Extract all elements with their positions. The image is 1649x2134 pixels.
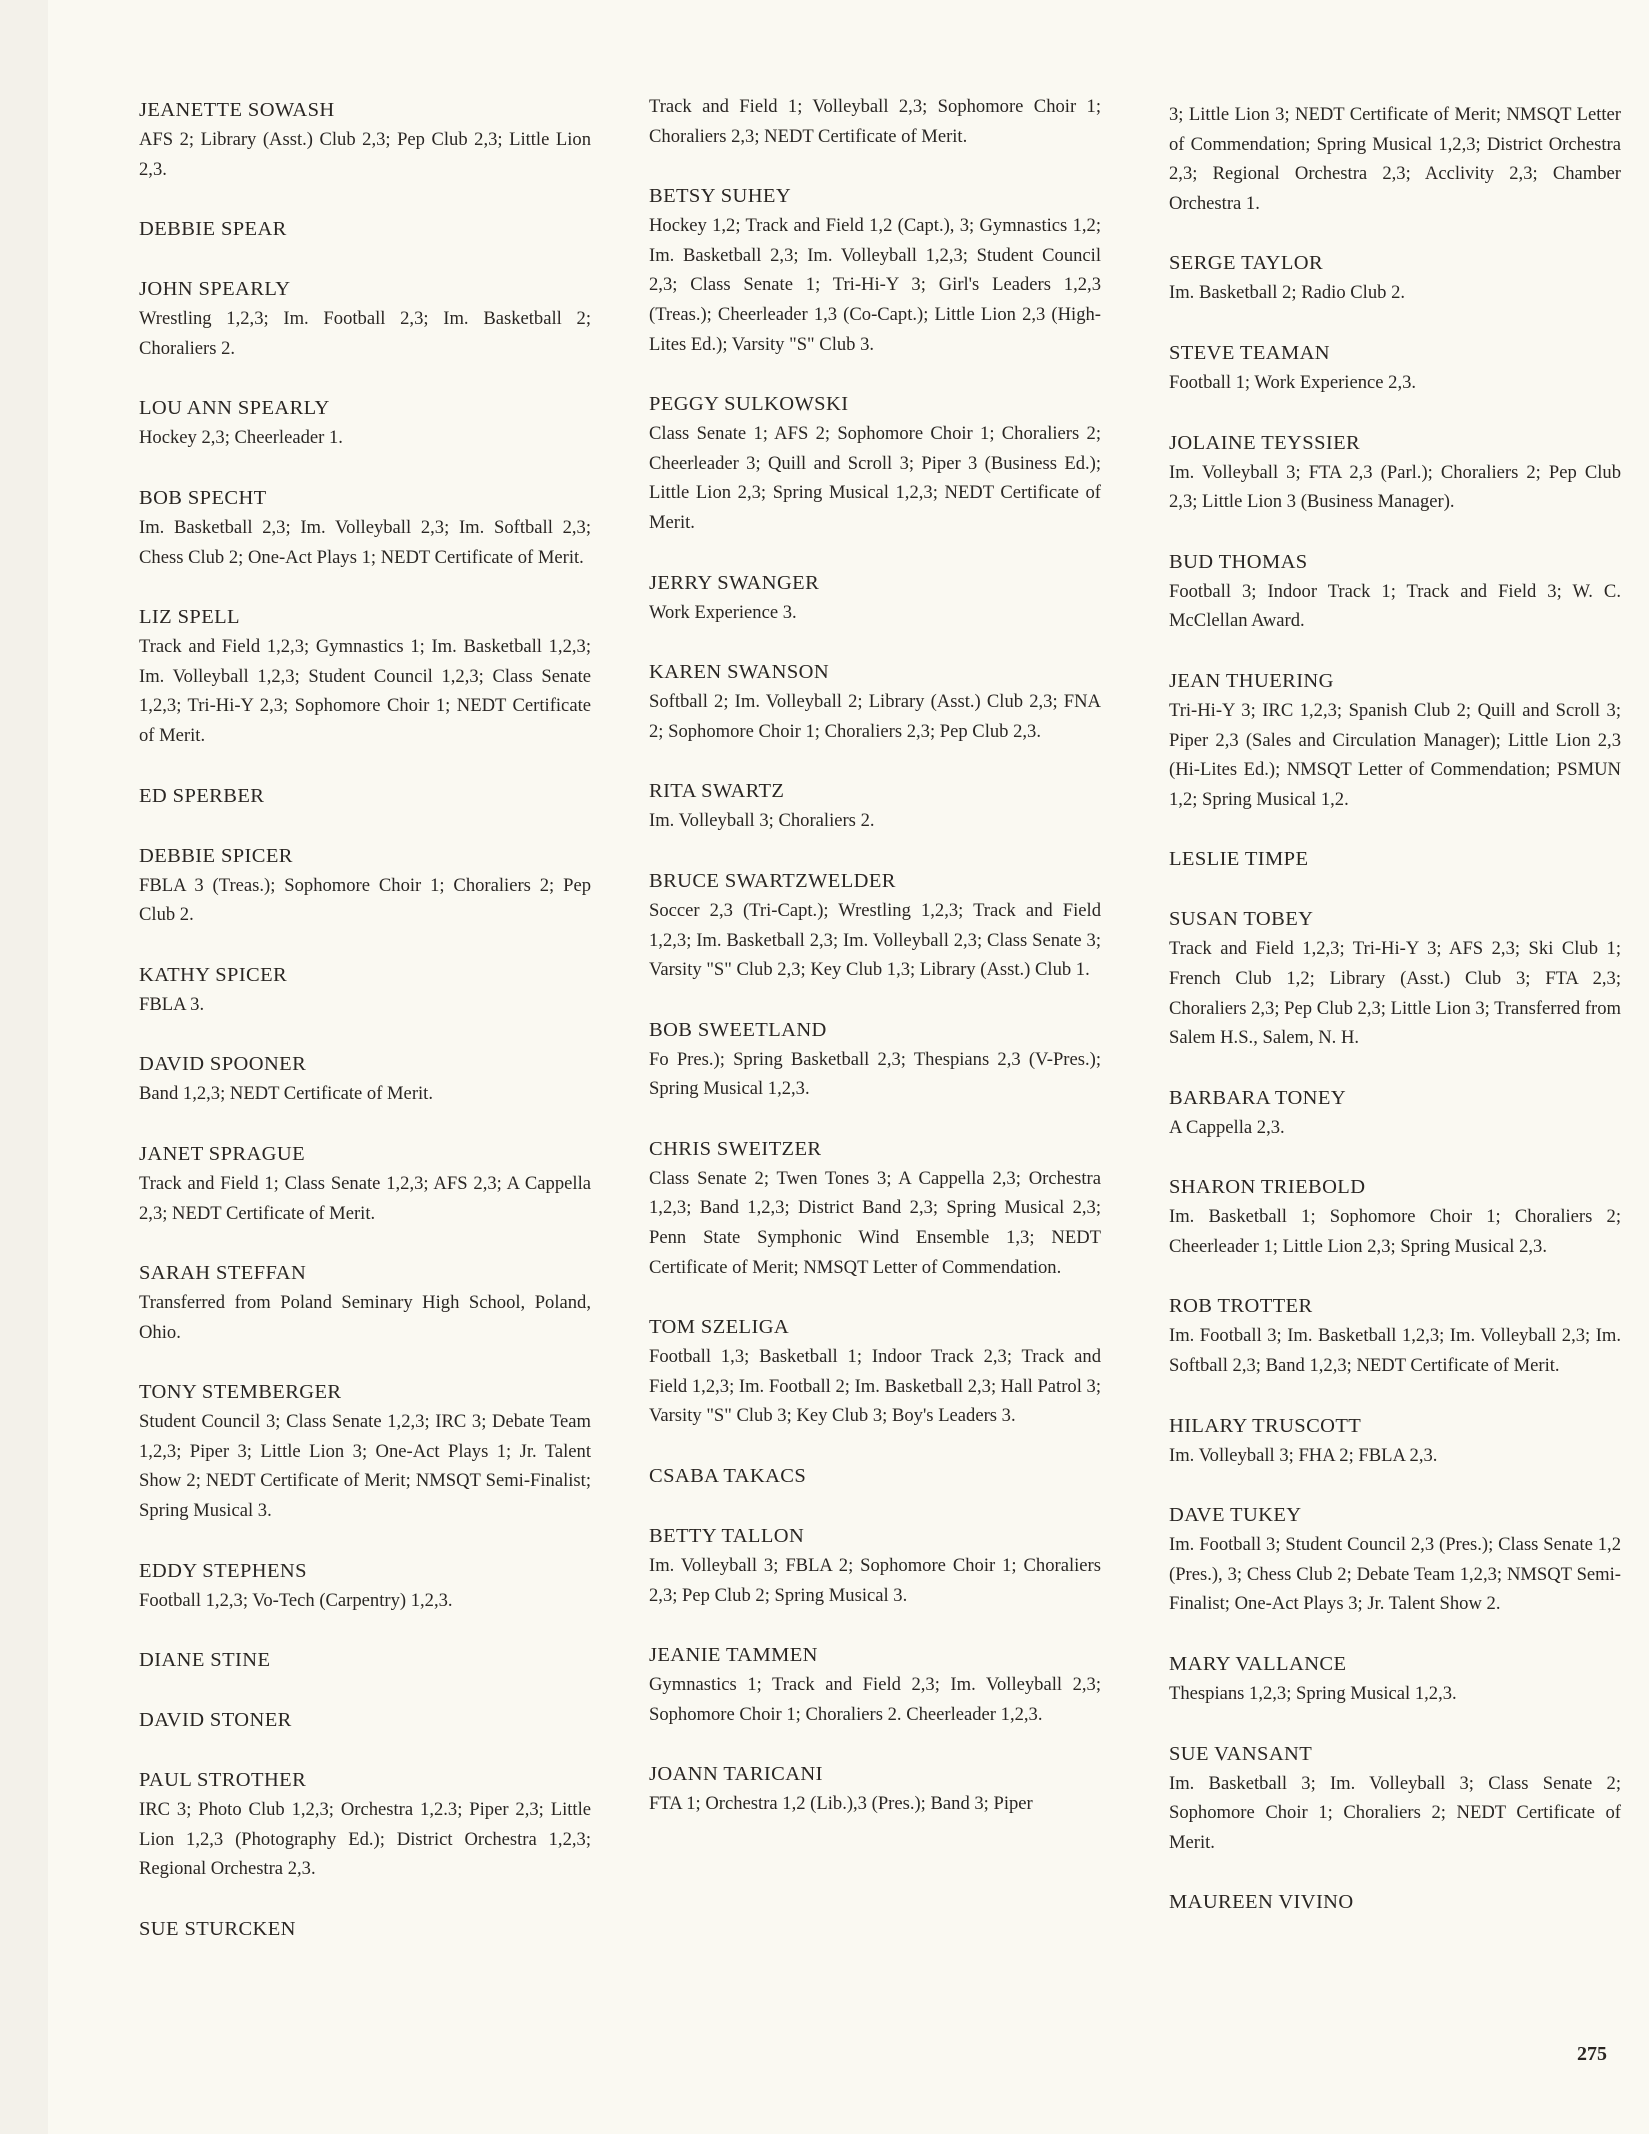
student-name: DAVE TUKEY: [1169, 1504, 1302, 1527]
student-activities: Im. Volleyball 3; FHA 2; FBLA 2,3.: [1169, 1444, 1438, 1466]
student-name: KAREN SWANSON: [649, 661, 830, 684]
student-name: SERGE TAYLOR: [1169, 252, 1324, 275]
student-name: TOM SZELIGA: [649, 1316, 790, 1339]
student-entry: [139, 602, 591, 750]
student-entry: [139, 1258, 591, 1347]
student-name: RITA SWARTZ: [649, 780, 785, 803]
student-entry: [649, 568, 1101, 628]
student-entry: [139, 960, 591, 1020]
student-name: BETSY SUHEY: [649, 185, 792, 208]
student-entry: [139, 1377, 591, 1525]
student-name: PAUL STROTHER: [139, 1769, 307, 1792]
student-entry: [649, 866, 1101, 985]
student-name: LOU ANN SPEARLY: [139, 397, 330, 420]
page-number: 275: [1577, 2043, 1607, 2065]
student-activities: Football 1; Work Experience 2,3.: [1169, 371, 1417, 393]
student-name: JEAN THUERING: [1169, 669, 1334, 692]
student-entry: [1169, 1649, 1621, 1709]
student-entry: [139, 1705, 591, 1735]
student-activities: Softball 2; Im. Volleyball 2; Library (Asst.) Club 2,3; FNA 2; Sophomore Choir 1; Choraliers 2,3; Pep Club 2,3.: [649, 691, 1101, 742]
student-entry: [139, 274, 591, 363]
student-entry: [649, 1312, 1101, 1431]
student-entry: [139, 214, 591, 244]
student-entry: [139, 781, 591, 811]
student-entry: [649, 181, 1101, 359]
student-entry: [139, 1139, 591, 1228]
student-activities: Track and Field 1; Volleyball 2,3; Sophomore Choir 1; Choraliers 2,3; NEDT Certificate of Merit.: [649, 96, 1101, 147]
student-name: TONY STEMBERGER: [139, 1381, 342, 1404]
student-entry: [649, 1759, 1101, 1819]
student-entry: [1169, 1172, 1621, 1261]
student-name: BETTY TALLON: [649, 1525, 805, 1548]
student-activities: Band 1,2,3; NEDT Certificate of Merit.: [139, 1083, 433, 1105]
student-entry: [1169, 1083, 1621, 1143]
student-activities: 3; Little Lion 3; NEDT Certificate of Merit; NMSQT Letter of Commendation; Spring Musical 1,2,3; District Orchestra 2,3; Regional Orchestra 2,3; Acclivity 2,3; Chamber Orchestra 1.: [1169, 104, 1621, 214]
student-entry: [1169, 1739, 1621, 1858]
student-activities: Track and Field 1,2,3; Tri-Hi-Y 3; AFS 2,3; Ski Club 1; French Club 1,2; Library (Asst.) Club 3; FTA 2,3; Choraliers 2,3; Pep Club 2,3; Little Lion 3; Transferred from Salem H.S., Salem, N. H.: [1169, 938, 1621, 1049]
student-entry: [649, 1640, 1101, 1729]
student-name: SARAH STEFFAN: [139, 1262, 307, 1285]
student-entry: [649, 776, 1101, 836]
student-entry: [1169, 547, 1621, 636]
student-activities: FBLA 3 (Treas.); Sophomore Choir 1; Choraliers 2; Pep Club 2.: [139, 874, 591, 926]
student-entry: [1169, 1411, 1621, 1471]
student-activities: Student Council 3; Class Senate 1,2,3; IRC 3; Debate Team 1,2,3; Piper 3; Little Lion 3; One-Act Plays 1; Jr. Talent Show 2; NEDT Certificate of Merit; NMSQT Semi-Finalist; Spring Musical 3.: [139, 1411, 591, 1522]
student-activities: Football 3; Indoor Track 1; Track and Field 3; W. C. McClellan Award.: [1169, 580, 1621, 632]
senior-list-column-2: [649, 92, 1101, 1849]
student-entry: [1169, 1887, 1621, 1917]
student-activities: Im. Basketball 1; Sophomore Choir 1; Choraliers 2; Cheerleader 1; Little Lion 2,3; Spring Musical 2,3.: [1169, 1206, 1621, 1257]
student-entry: [1169, 248, 1621, 308]
student-activities: Class Senate 1; AFS 2; Sophomore Choir 1; Choraliers 2; Cheerleader 3; Quill and Scroll 3; Piper 3 (Business Ed.); Little Lion 2,3; Spring Musical 1,2,3; NEDT Certificate of Merit.: [649, 423, 1101, 533]
student-activities: Hockey 1,2; Track and Field 1,2 (Capt.), 3; Gymnastics 1,2; Im. Basketball 2,3; Im. Volleyball 1,2,3; Student Council 2,3; Class Senate 1; Tri-Hi-Y 3; Girl's Leaders 1,2,3 (Treas.); Cheerleader 1,3 (Co-Capt.); Little Lion 2,3 (High-Lites Ed.); Varsity "S" Club 3.: [649, 215, 1101, 355]
student-activities: Gymnastics 1; Track and Field 2,3; Im. Volleyball 2,3; Sophomore Choir 1; Choraliers 2. Cheerleader 1,2,3.: [649, 1674, 1101, 1725]
student-activities: Im. Volleyball 3; FBLA 2; Sophomore Choir 1; Choraliers 2,3; Pep Club 2; Spring Musical 3.: [649, 1555, 1101, 1606]
student-activities: Hockey 2,3; Cheerleader 1.: [139, 427, 343, 449]
student-activities: IRC 3; Photo Club 1,2,3; Orchestra 1,2.3; Piper 2,3; Little Lion 1,2,3 (Photography Ed.); District Orchestra 1,2,3; Regional Orchestra 2,3.: [139, 1799, 591, 1880]
student-name: LIZ SPELL: [139, 606, 240, 629]
student-name: BOB SPECHT: [139, 486, 267, 509]
student-name: JEANETTE SOWASH: [139, 99, 335, 121]
student-name: JANET SPRAGUE: [139, 1142, 305, 1165]
student-activities: Transferred from Poland Seminary High School, Poland, Ohio.: [139, 1292, 591, 1343]
student-entry: [139, 95, 591, 184]
student-activities: Im. Basketball 2; Radio Club 2.: [1169, 282, 1406, 304]
student-activities: Thespians 1,2,3; Spring Musical 1,2,3.: [1169, 1683, 1457, 1705]
student-activities: Track and Field 1; Class Senate 1,2,3; AFS 2,3; A Cappella 2,3; NEDT Certificate of Merit.: [139, 1172, 591, 1224]
student-name: JOANN TARICANI: [649, 1763, 823, 1786]
senior-list-column-3: [1169, 100, 1621, 1947]
student-activities: Tri-Hi-Y 3; IRC 1,2,3; Spanish Club 2; Quill and Scroll 3; Piper 2,3 (Sales and Circulation Manager); Little Lion 2,3 (Hi-Lites Ed.); NMSQT Letter of Commendation; PSMUN 1,2; Spring Musical 1,2.: [1169, 699, 1621, 810]
yearbook-page: [48, 0, 1649, 2134]
student-name: SHARON TRIEBOLD: [1169, 1176, 1366, 1199]
student-name: BRUCE SWARTZWELDER: [649, 869, 896, 892]
student-entry: [1169, 904, 1621, 1052]
student-name: DIANE STINE: [139, 1649, 271, 1672]
student-entry: [649, 1015, 1101, 1104]
student-activities: Im. Basketball 2,3; Im. Volleyball 2,3; Im. Softball 2,3; Chess Club 2; One-Act Plays 1; NEDT Certificate of Merit.: [139, 516, 591, 568]
student-name: BUD THOMAS: [1169, 550, 1308, 573]
student-entry: [1169, 1291, 1621, 1380]
student-name: ED SPERBER: [139, 784, 265, 807]
student-entry: [649, 657, 1101, 746]
student-activities: Im. Basketball 3; Im. Volleyball 3; Class Senate 2; Sophomore Choir 1; Choraliers 2; NEDT Certificate of Merit.: [1169, 1772, 1621, 1853]
student-entry: [139, 1914, 591, 1944]
student-name: DEBBIE SPICER: [139, 844, 293, 867]
student-name: EDDY STEPHENS: [139, 1559, 307, 1582]
student-activities: Football 1,2,3; Vo-Tech (Carpentry) 1,2,3.: [139, 1589, 453, 1611]
student-activities: Im. Football 3; Im. Basketball 1,2,3; Im. Volleyball 2,3; Im. Softball 2,3; Band 1,2,3; NEDT Certificate of Merit.: [1169, 1325, 1621, 1377]
student-activities: Im. Volleyball 3; Choraliers 2.: [649, 810, 875, 832]
student-entry: [1169, 844, 1621, 874]
student-name: BARBARA TONEY: [1169, 1086, 1347, 1109]
student-entry: [139, 393, 591, 453]
student-name: KATHY SPICER: [139, 963, 288, 986]
student-name: DAVID SPOONER: [139, 1053, 307, 1076]
student-name: DAVID STONER: [139, 1709, 292, 1732]
student-activities: Class Senate 2; Twen Tones 3; A Cappella 2,3; Orchestra 1,2,3; Band 1,2,3; District Band 2,3; Spring Musical 2,3; Penn State Symphonic Wind Ensemble 1,3; NEDT Certificate of Merit; NMSQT Letter of Commendation.: [649, 1167, 1101, 1278]
student-entry: [1169, 428, 1621, 517]
student-entry: [649, 389, 1101, 537]
student-name: PEGGY SULKOWSKI: [649, 393, 849, 416]
student-name: BOB SWEETLAND: [649, 1018, 827, 1041]
student-name: JEANIE TAMMEN: [649, 1644, 818, 1667]
student-name: MAUREEN VIVINO: [1169, 1891, 1354, 1914]
student-name: CSABA TAKACS: [649, 1465, 807, 1488]
student-activities: FTA 1; Orchestra 1,2 (Lib.),3 (Pres.); Band 3; Piper: [649, 1793, 1033, 1815]
student-name: HILARY TRUSCOTT: [1169, 1414, 1362, 1437]
student-activities: FBLA 3.: [139, 993, 205, 1015]
student-entry: [139, 1765, 591, 1884]
student-entry: [139, 841, 591, 930]
student-entry: [1169, 666, 1621, 814]
student-activities: Football 1,3; Basketball 1; Indoor Track 2,3; Track and Field 1,2,3; Im. Football 2; Im. Basketball 2,3; Hall Patrol 3; Varsity "S" Club 3; Key Club 3; Boy's Leaders 3.: [649, 1346, 1101, 1427]
student-name: JOLAINE TEYSSIER: [1169, 431, 1361, 454]
student-entry: [139, 483, 591, 572]
student-name: SUE STURCKEN: [139, 1918, 296, 1941]
student-name: STEVE TEAMAN: [1169, 341, 1331, 364]
student-name: MARY VALLANCE: [1169, 1653, 1347, 1676]
senior-list-column-1: [139, 95, 591, 1974]
student-name: JOHN SPEARLY: [139, 278, 291, 301]
student-entry: [139, 1556, 591, 1616]
student-entry: [649, 1521, 1101, 1610]
student-activities: Track and Field 1,2,3; Gymnastics 1; Im. Basketball 1,2,3; Im. Volleyball 1,2,3; Student Council 1,2,3; Class Senate 1,2,3; Tri-Hi-Y 2,3; Sophomore Choir 1; NEDT Certificate of Merit.: [139, 636, 591, 746]
student-entry: [649, 1461, 1101, 1491]
student-activities: Wrestling 1,2,3; Im. Football 2,3; Im. Basketball 2; Choraliers 2.: [139, 308, 591, 359]
student-entry: [1169, 100, 1621, 218]
student-entry: [649, 92, 1101, 151]
student-activities: Im. Football 3; Student Council 2,3 (Pres.); Class Senate 1,2 (Pres.), 3; Chess Club 2; Debate Team 1,2,3; NMSQT Semi-Finalist; One-Act Plays 3; Jr. Talent Show 2.: [1169, 1534, 1621, 1615]
student-name: DEBBIE SPEAR: [139, 218, 287, 241]
student-name: ROB TROTTER: [1169, 1295, 1313, 1318]
student-activities: Fo Pres.); Spring Basketball 2,3; Thespians 2,3 (V-Pres.); Spring Musical 1,2,3.: [649, 1048, 1101, 1100]
student-activities: Work Experience 3.: [649, 601, 797, 623]
student-name: SUE VANSANT: [1169, 1742, 1313, 1765]
student-entry: [139, 1645, 591, 1675]
student-entry: [139, 1049, 591, 1109]
student-activities: Im. Volleyball 3; FTA 2,3 (Parl.); Choraliers 2; Pep Club 2,3; Little Lion 3 (Business Manager).: [1169, 461, 1621, 513]
student-activities: Soccer 2,3 (Tri-Capt.); Wrestling 1,2,3; Track and Field 1,2,3; Im. Basketball 2,3; Im. Volleyball 2,3; Class Senate 3; Varsity "S" Club 2,3; Key Club 1,3; Library (Asst.) Club 1.: [649, 899, 1101, 981]
student-name: JERRY SWANGER: [649, 571, 820, 594]
student-entry: [1169, 338, 1621, 398]
student-name: LESLIE TIMPE: [1169, 848, 1309, 871]
student-entry: [1169, 1500, 1621, 1619]
student-name: SUSAN TOBEY: [1169, 908, 1314, 931]
student-activities: A Cappella 2,3.: [1169, 1116, 1285, 1138]
student-entry: [649, 1134, 1101, 1282]
student-activities: AFS 2; Library (Asst.) Club 2,3; Pep Club 2,3; Little Lion 2,3.: [139, 129, 591, 180]
student-name: CHRIS SWEITZER: [649, 1137, 822, 1160]
